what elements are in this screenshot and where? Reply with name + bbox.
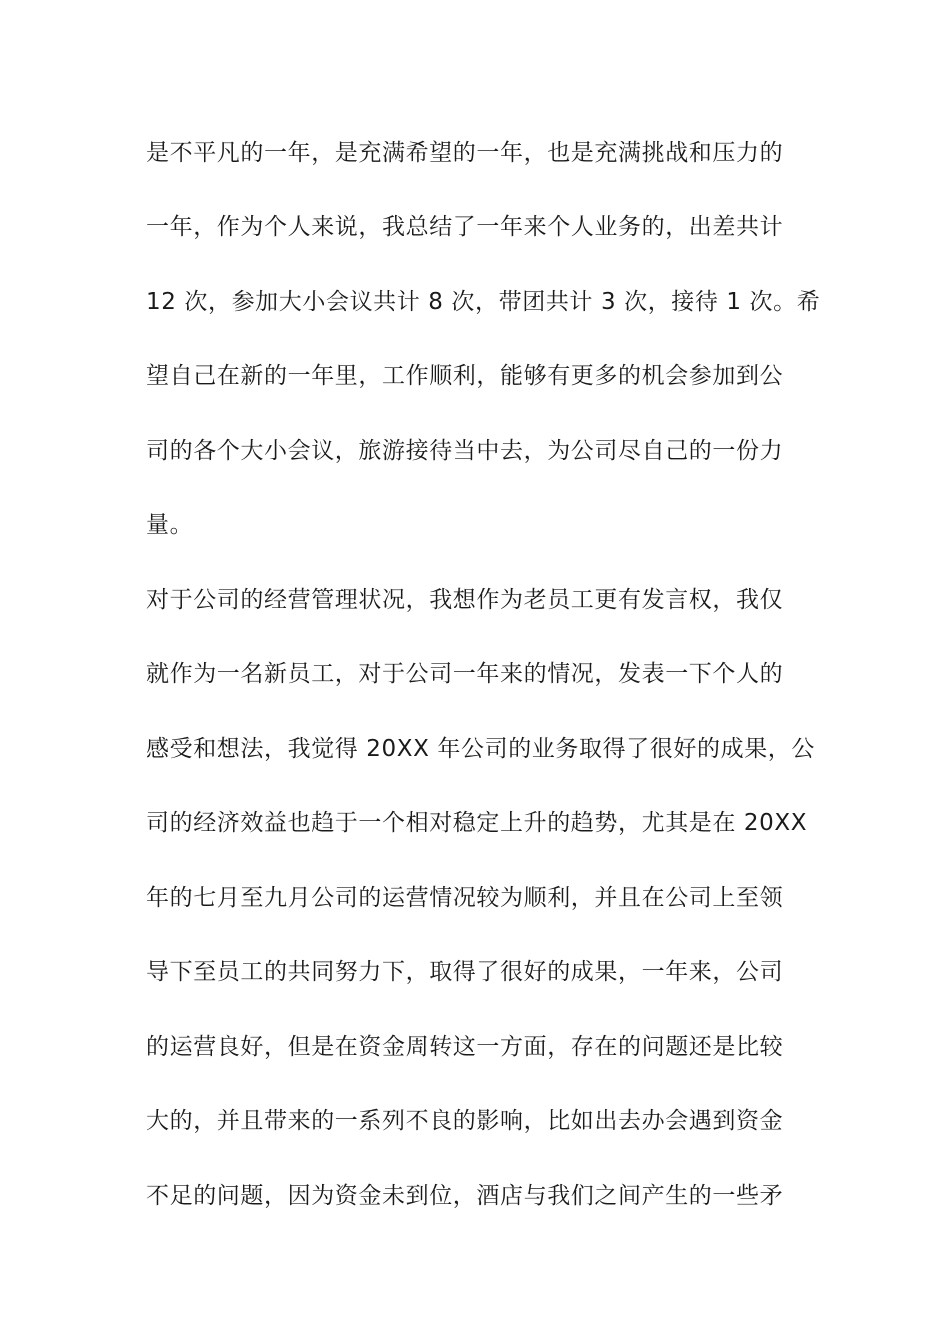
text-line: 年的七月至九月公司的运营情况较为顺利，并且在公司上至领 bbox=[146, 885, 784, 911]
text-line: 不足的问题，因为资金未到位，酒店与我们之间产生的一些矛 bbox=[146, 1183, 784, 1209]
text-line: 大的，并且带来的一系列不良的影响，比如出去办会遇到资金 bbox=[146, 1108, 784, 1134]
text-line: 司的经济效益也趋于一个相对稳定上升的趋势，尤其是在 20XX bbox=[146, 810, 808, 836]
text-line: 导下至员工的共同努力下，取得了很好的成果，一年来，公司 bbox=[146, 959, 784, 985]
text-line: 12 次，参加大小会议共计 8 次，带团共计 3 次，接待 1 次。希 bbox=[146, 289, 821, 315]
text-line: 量。 bbox=[146, 512, 194, 538]
text-line: 就作为一名新员工，对于公司一年来的情况，发表一下个人的 bbox=[146, 661, 784, 687]
text-line: 司的各个大小会议，旅游接待当中去，为公司尽自己的一份力 bbox=[146, 438, 784, 464]
text-line: 一年，作为个人来说，我总结了一年来个人业务的，出差共计 bbox=[146, 214, 784, 240]
text-line: 望自己在新的一年里，工作顺利，能够有更多的机会参加到公 bbox=[146, 363, 784, 389]
text-line: 的运营良好，但是在资金周转这一方面，存在的问题还是比较 bbox=[146, 1034, 784, 1060]
text-line: 对于公司的经营管理状况，我想作为老员工更有发言权，我仅 bbox=[146, 587, 784, 613]
text-line: 感受和想法，我觉得 20XX 年公司的业务取得了很好的成果，公 bbox=[146, 736, 816, 762]
text-line: 是不平凡的一年，是充满希望的一年，也是充满挑战和压力的 bbox=[146, 140, 784, 166]
